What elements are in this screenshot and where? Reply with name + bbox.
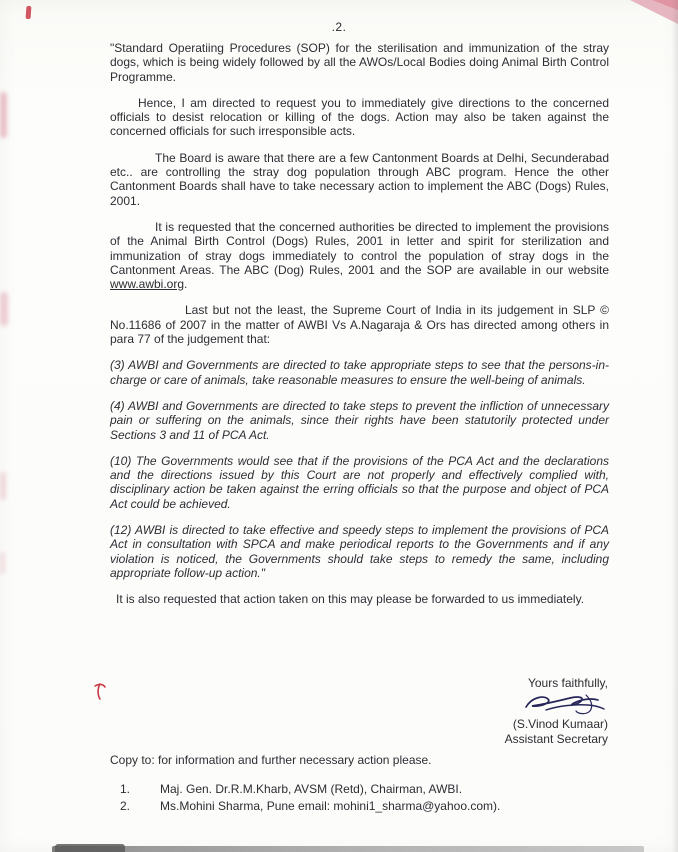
copy-to-list <box>110 782 500 814</box>
scan-smudge-left-3 <box>0 472 6 500</box>
paragraph-cantonment-boards: The Board is aware that there are a few Cantonment Boards at Delhi, Secunderabad etc.. are controlling the stray dog population through ABC program. Hence the other Cantonment Boards shall have to take necessary action to implement the ABC (Dogs) Rules, 2001. <box>110 150 609 208</box>
copy-to-item-text: Ms.Mohini Sharma, Pune email: mohini1_sharma@yahoo.com). <box>160 799 501 813</box>
paragraph-supreme-court: Last but not the least, the Supreme Court of India in its judgement in SLP © No.11686 of 2007 in the matter of AWBI Vs A.Nagaraja & Ors has directed among others in para 77 of the judgement that: <box>110 303 609 347</box>
scan-smudge-left-1 <box>0 92 7 138</box>
signature-block <box>468 676 608 747</box>
page-number: .2. <box>331 20 347 34</box>
scan-edge-bottom-dark <box>55 844 125 852</box>
judgement-quote-3: (3) AWBI and Governments are directed to take appropriate steps to see that the persons-in-charge or care of animals, take reasonable measures to ensure the well-being of animals. <box>110 358 609 387</box>
copy-to-section <box>110 753 500 816</box>
scan-edge-bottom <box>52 846 644 852</box>
scan-artifact-red-dash <box>26 6 32 19</box>
copy-to-item-number: 1. <box>120 782 131 796</box>
paragraph-abc-rules <box>110 220 609 291</box>
judgement-quote-4: (4) AWBI and Governments are directed to take steps to prevent the infliction of unnecessary pain or suffering on the animals, since their rights have been statutorily protected under Sections 3 and 11 of PCA Act. <box>110 398 609 442</box>
sender-title: Assistant Secretary <box>504 732 608 746</box>
paragraph-sop: "Standard Operatiing Procedures (SOP) for the sterilisation and immunization of the stray dogs, which is being widely followed by all the AWOs/Local Bodies doing Animal Birth Control Programme. <box>110 41 609 84</box>
sender-name: (S.Vinod Kumaar) <box>512 717 608 731</box>
letter-body <box>110 41 609 619</box>
valediction: Yours faithfully, <box>527 676 608 690</box>
copy-to-heading: Copy to: for information and further necessary action please. <box>110 753 432 767</box>
scan-edge-right <box>672 0 678 852</box>
paragraph-abc-rules-text: It is requested that the concerned authorities be directed to implement the provisions of the Animal Birth Control (Dogs) Rules, 2001 in letter and spirit for sterilization and immunization of stray dogs immediately to control the population of stray dogs in the Cantonment Areas. The ABC (Dog) Rules, 2001 and the SOP are available in our website <box>110 219 609 277</box>
copy-to-item-text: Maj. Gen. Dr.R.M.Kharb, AVSM (Retd), Chairman, AWBI. <box>160 782 463 796</box>
scan-smudge-left-2 <box>0 292 8 326</box>
copy-to-item <box>110 782 500 797</box>
copy-to-item <box>110 799 500 814</box>
red-pen-mark <box>92 682 108 702</box>
paragraph-abc-rules-period: . <box>184 277 188 292</box>
signature-scribble <box>516 692 608 716</box>
paragraph-directions: Hence, I am directed to request you to immediately give directions to the concerned officials to desist relocation or killing of the dogs. Action may also be taken against the concerned officials for such irresponsible acts. <box>110 95 609 139</box>
judgement-quote-10: (10) The Governments would see that if the provisions of the PCA Act and the declarations and the directions issued by this Court are not properly and effectively complied with, disciplinary action be taken against the erring officials so that the purpose and object of PCA Act could be achieved. <box>110 453 609 511</box>
closing-note: It is also requested that action taken on this may please be forwarded to us immediately. <box>116 592 585 607</box>
website-link[interactable]: www.awbi.org <box>110 277 185 292</box>
scan-artifact-corner-pink-deep <box>652 0 678 10</box>
copy-to-item-number: 2. <box>120 799 131 813</box>
judgement-quote-12: (12) AWBI is directed to take effective and speedy steps to implement the provisions of PCA Act in consultation with SPCA and make periodical reports to the Governments and if any violation is noticed, the Governments should take steps to remedy the same, including appropriate follow-up action." <box>110 523 609 580</box>
scan-smudge-left-4 <box>0 552 5 574</box>
